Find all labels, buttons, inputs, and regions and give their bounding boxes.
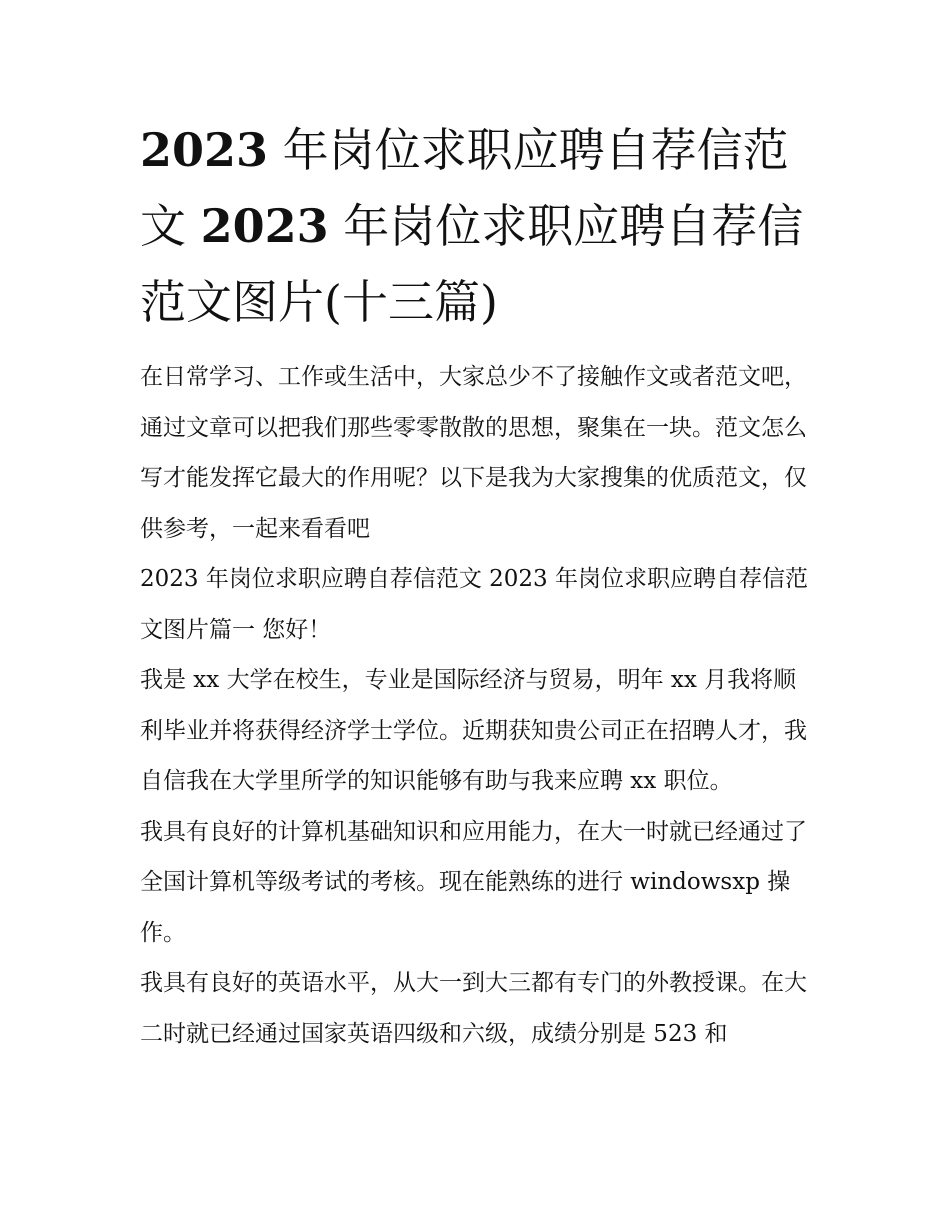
document-title: 2023 年岗位求职应聘自荐信范文 2023 年岗位求职应聘自荐信范文图片(十三篇) (140, 123, 804, 329)
paragraph-computer-skills: 我具有良好的计算机基础知识和应用能力，在大一时就已经通过了全国计算机等级考试的考核。现在能熟练的进行 windowsxp 操作。 (140, 818, 807, 946)
paragraph-self-introduction: 我是 xx 大学在校生，专业是国际经济与贸易，明年 xx 月我将顺利毕业并将获得经济学士学位。近期获知贵公司正在招聘人才，我自信我在大学里所学的知识能够有助与我来应聘 xx 职位。 (140, 667, 807, 794)
paragraph-english-skills: 我具有良好的英语水平，从大一到大三都有专门的外教授课。在大二时就已经通过国家英语四级和六级，成绩分别是 523 和 (140, 970, 807, 1047)
document-body (140, 352, 815, 1059)
document-content (140, 112, 815, 1059)
paragraph-heading-greeting: 2023 年岗位求职应聘自荐信范文 2023 年岗位求职应聘自荐信范文图片篇一 您好！ (140, 566, 808, 643)
paragraph-intro: 在日常学习、工作或生活中，大家总少不了接触作文或者范文吧，通过文章可以把我们那些零零散散的思想，聚集在一块。范文怎么写才能发挥它最大的作用呢？以下是我为大家搜集的优质范文，仅供参考，一起来看看吧 (140, 364, 807, 542)
